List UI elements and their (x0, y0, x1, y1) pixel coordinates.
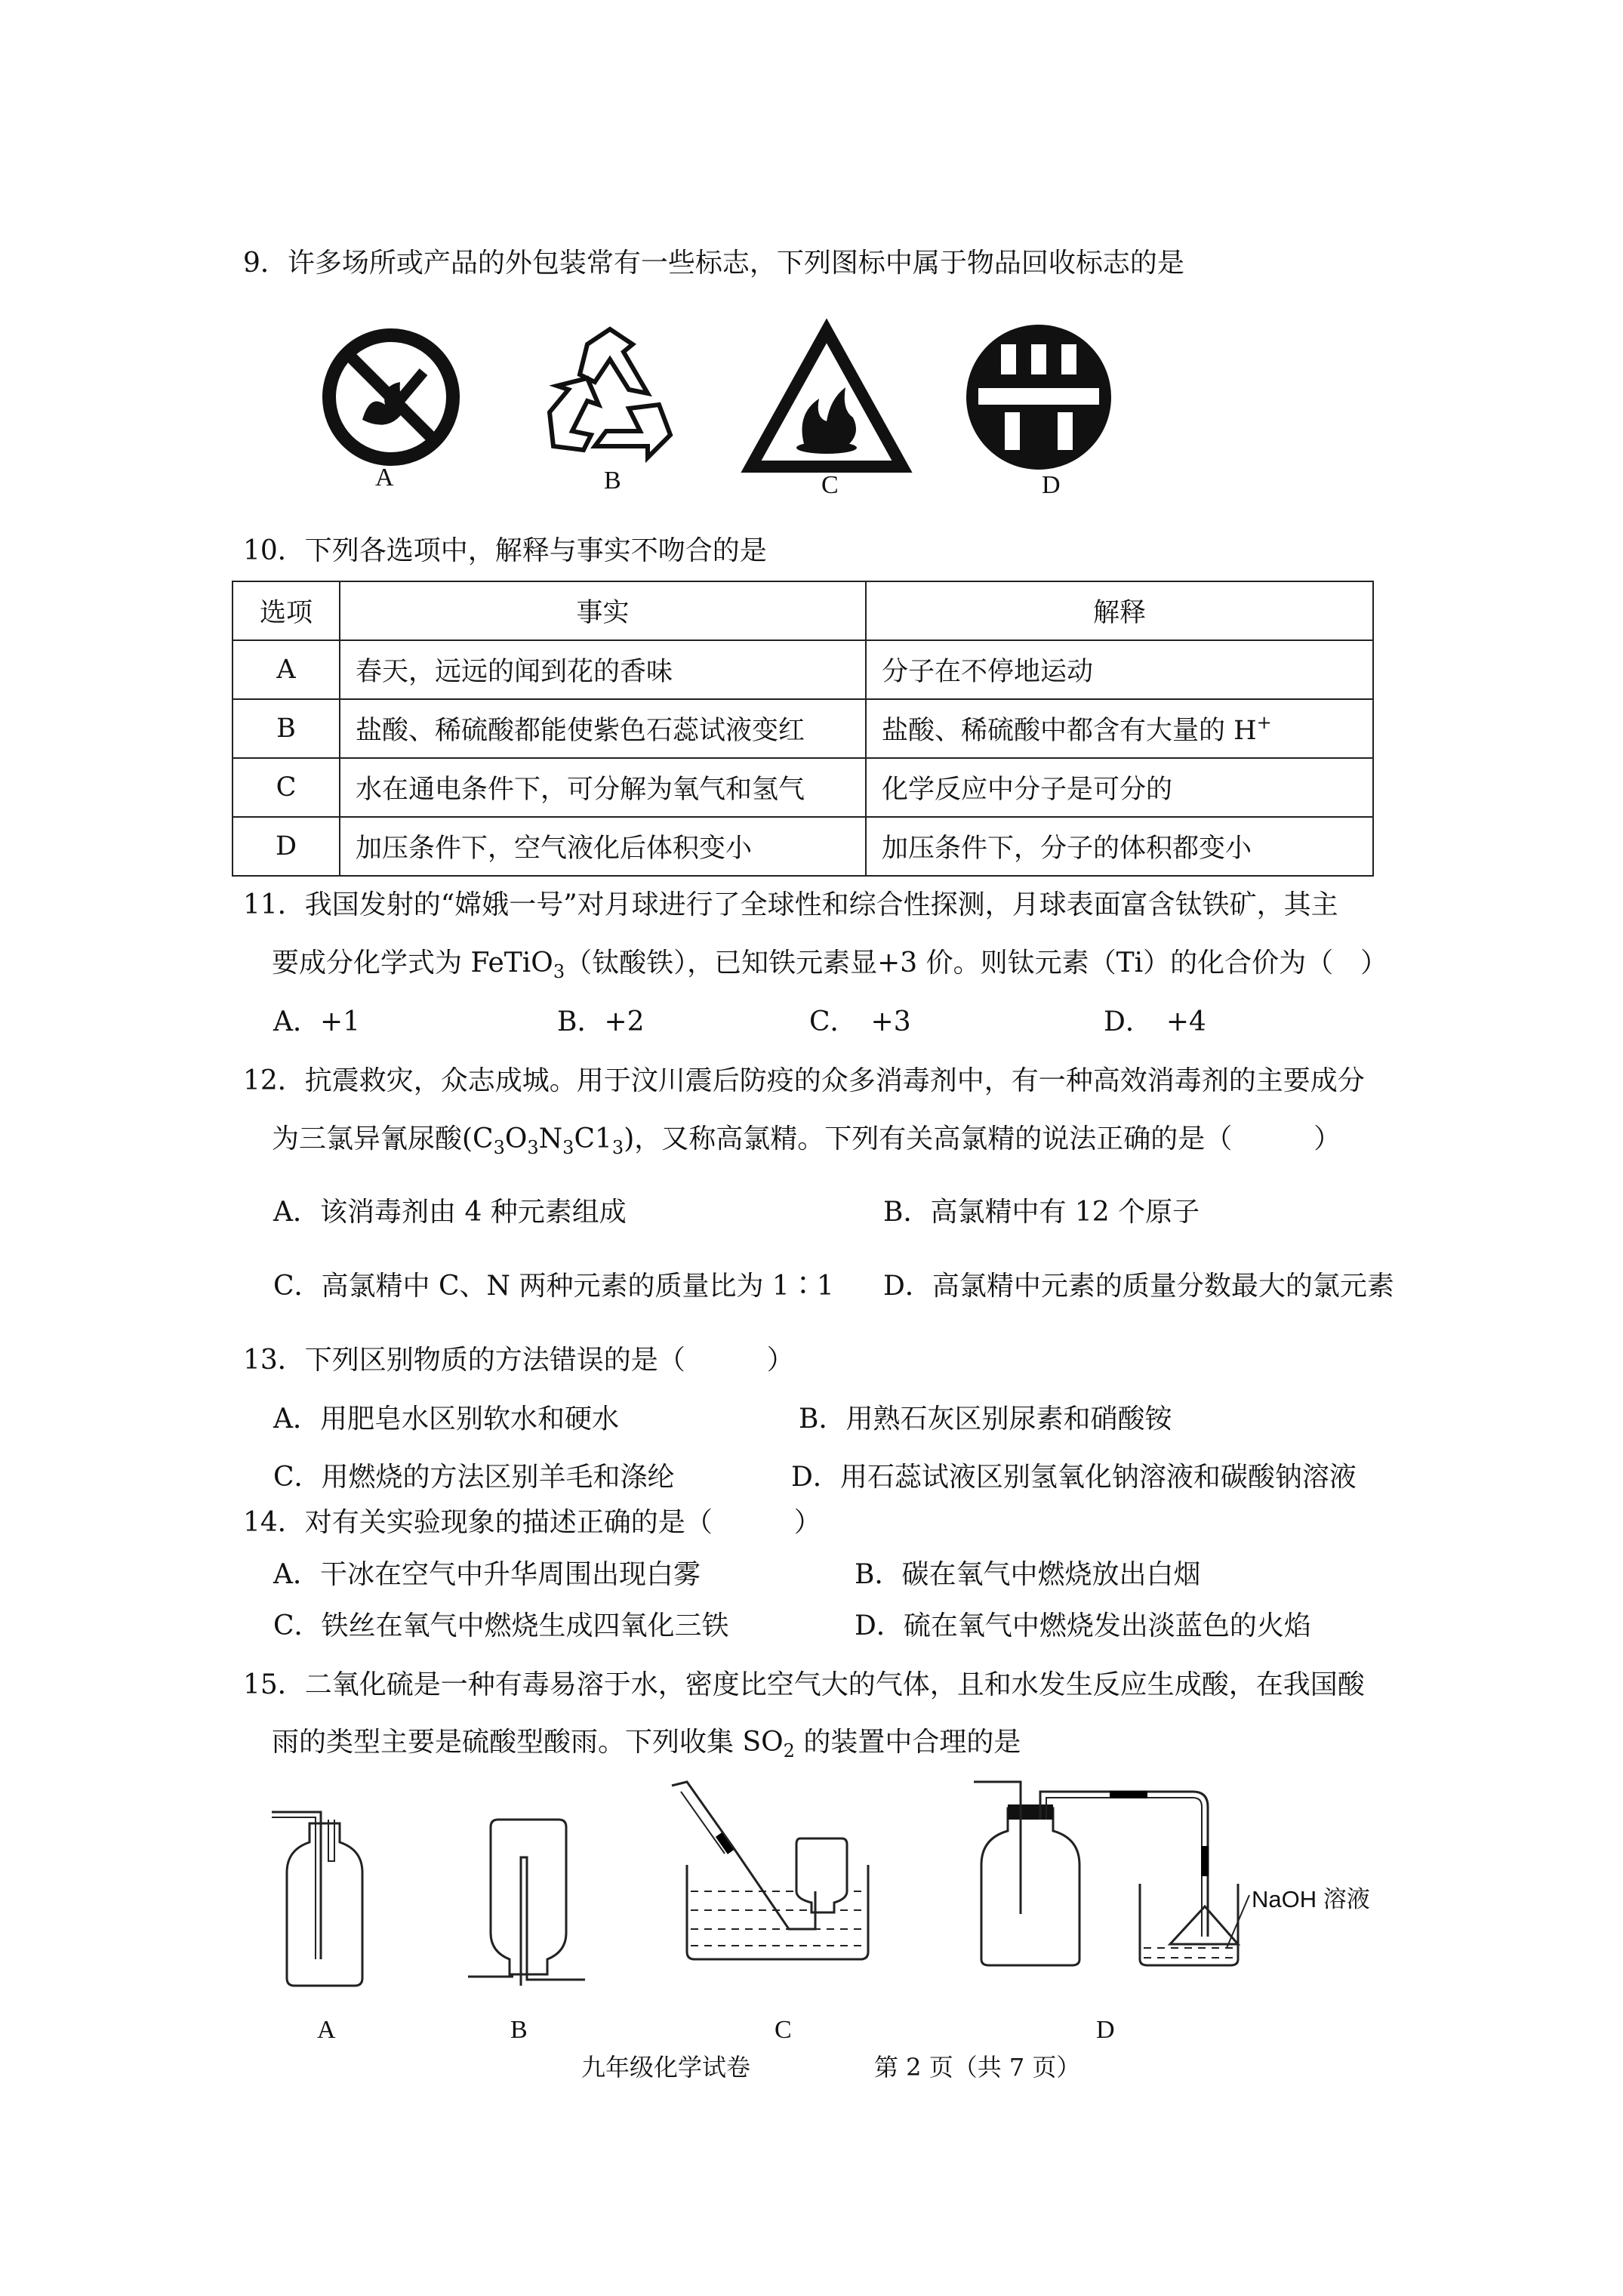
q14-option-a: A．干冰在空气中升华周围出现白雾 (273, 1559, 701, 1590)
footer-page-number: 第 2 页（共 7 页） (874, 2053, 1081, 2082)
q12-option-b: B．高氯精中有 12 个原子 (883, 1197, 1200, 1228)
row-explanation: 加压条件下，分子的体积都变小 (866, 817, 1373, 876)
apparatus-a-bottle-icon (268, 1808, 381, 1989)
text: 要成分化学式为 FeTiO (272, 948, 553, 978)
table-row (233, 699, 1373, 758)
header-fact: 事实 (340, 581, 866, 640)
q12-option-d: D．高氯精中元素的质量分数最大的氯元素 (883, 1271, 1394, 1302)
table-row (233, 817, 1373, 876)
q12-line2 (272, 1123, 1341, 1156)
q13-stem: 13．下列区别物质的方法错误的是（ ） (243, 1345, 794, 1376)
apparatus-b-inverted-bottle-icon (468, 1812, 589, 1986)
q15-line1: 15．二氧化硫是一种有毒易溶于水，密度比空气大的气体，且和水发生反应生成酸，在我国酸 (243, 1669, 1365, 1700)
q13-option-c: C．用燃烧的方法区别羊毛和涤纶 (273, 1462, 675, 1493)
q14-option-d: D．硫在氧气中燃烧发出淡蓝色的火焰 (855, 1610, 1311, 1641)
row-fact: 春天，远远的闻到花的香味 (340, 640, 866, 699)
q9-label-a: A (375, 464, 394, 492)
text: C1 (574, 1123, 612, 1154)
text: 为三氯异氰尿酸(C (272, 1123, 494, 1154)
q15-label-a: A (317, 2016, 336, 2044)
subscript: 3 (553, 961, 565, 982)
q11-option-c: C． +3 (809, 1006, 911, 1037)
apparatus-d-bottle-beaker-icon (974, 1778, 1427, 1967)
row-option: D (233, 817, 340, 876)
header-option: 选项 (233, 581, 340, 640)
apparatus-c-water-trough-icon (664, 1778, 891, 1967)
subscript: 3 (527, 1137, 539, 1158)
q10-stem: 10．下列各选项中，解释与事实不吻合的是 (243, 535, 767, 566)
q11-option-d: D． +4 (1104, 1006, 1206, 1037)
q15-line2 (272, 1726, 1021, 1759)
row-explanation: 化学反应中分子是可分的 (866, 758, 1373, 817)
q12-option-c: C．高氯精中 C、N 两种元素的质量比为 1∶1 (273, 1271, 834, 1302)
q9-label-b: B (604, 467, 621, 495)
table-row (233, 758, 1373, 817)
q13-option-b: B．用熟石灰区别尿素和硝酸铵 (799, 1404, 1172, 1435)
subscript: 3 (562, 1137, 574, 1158)
q11-line2 (272, 947, 1387, 980)
row-option: B (233, 699, 340, 758)
q11-option-b: B．+2 (557, 1006, 645, 1037)
great-wall-icon (963, 322, 1114, 473)
row-option: C (233, 758, 340, 817)
naoh-solution-label: NaOH 溶液 (1252, 1886, 1370, 1912)
row-fact: 水在通电条件下，可分解为氧气和氢气 (340, 758, 866, 817)
q14-option-c: C．铁丝在氧气中燃烧生成四氧化三铁 (273, 1610, 729, 1641)
q14-option-b: B．碳在氧气中燃烧放出白烟 (855, 1559, 1201, 1590)
table-row (233, 640, 1373, 699)
no-smoking-icon (316, 322, 467, 473)
row-fact: 加压条件下，空气液化后体积变小 (340, 817, 866, 876)
superscript: + (1256, 712, 1272, 733)
text: 的装置中合理的是 (794, 1727, 1021, 1758)
text: （钛酸铁），已知铁元素显+3 价。则钛元素（Ti）的化合价为（ ） (565, 948, 1388, 978)
footer-subject: 九年级化学试卷 (581, 2053, 751, 2082)
text: O (504, 1123, 528, 1154)
q12-option-a: A．该消毒剂由 4 种元素组成 (273, 1197, 627, 1228)
q12-line1: 12．抗震救灾，众志成城。用于汶川震后防疫的众多消毒剂中，有一种高效消毒剂的主要成分 (243, 1065, 1365, 1096)
header-explanation: 解释 (866, 581, 1373, 640)
q15-label-b: B (510, 2016, 528, 2044)
row-explanation: 分子在不停地运动 (866, 640, 1373, 699)
row-explanation (866, 699, 1373, 758)
q14-stem: 14．对有关实验现象的描述正确的是（ ） (243, 1507, 821, 1538)
q9-label-c: C (821, 471, 839, 499)
subscript: 3 (611, 1137, 624, 1158)
row-option: A (233, 640, 340, 699)
subscript: 2 (783, 1740, 795, 1761)
q15-label-c: C (775, 2016, 792, 2044)
explanation-text: 盐酸、稀硫酸中都含有大量的 H (882, 716, 1257, 746)
table-header-row (233, 581, 1373, 640)
q13-option-a: A．用肥皂水区别软水和硬水 (273, 1404, 619, 1435)
q10-table (232, 581, 1374, 877)
text: N (538, 1123, 563, 1154)
q9-stem: 9．许多场所或产品的外包装常有一些标志，下列图标中属于物品回收标志的是 (243, 248, 1184, 279)
subscript: 3 (493, 1137, 505, 1158)
q11-option-a: A．+1 (273, 1006, 361, 1037)
flammable-warning-icon (744, 323, 910, 474)
text: 雨的类型主要是硫酸型酸雨。下列收集 SO (272, 1727, 784, 1758)
row-fact: 盐酸、稀硫酸都能使紫色石蕊试液变红 (340, 699, 866, 758)
q13-option-d: D．用石蕊试液区别氢氧化钠溶液和碳酸钠溶液 (791, 1462, 1357, 1493)
q9-label-d: D (1042, 471, 1061, 499)
q15-label-d: D (1096, 2016, 1115, 2044)
text: )，又称高氯精。下列有关高氯精的说法正确的是（ ） (624, 1123, 1341, 1154)
recycle-icon (534, 322, 685, 473)
q11-line1: 11．我国发射的“嫦娥一号”对月球进行了全球性和综合性探测，月球表面富含钛铁矿，其主 (243, 889, 1338, 920)
